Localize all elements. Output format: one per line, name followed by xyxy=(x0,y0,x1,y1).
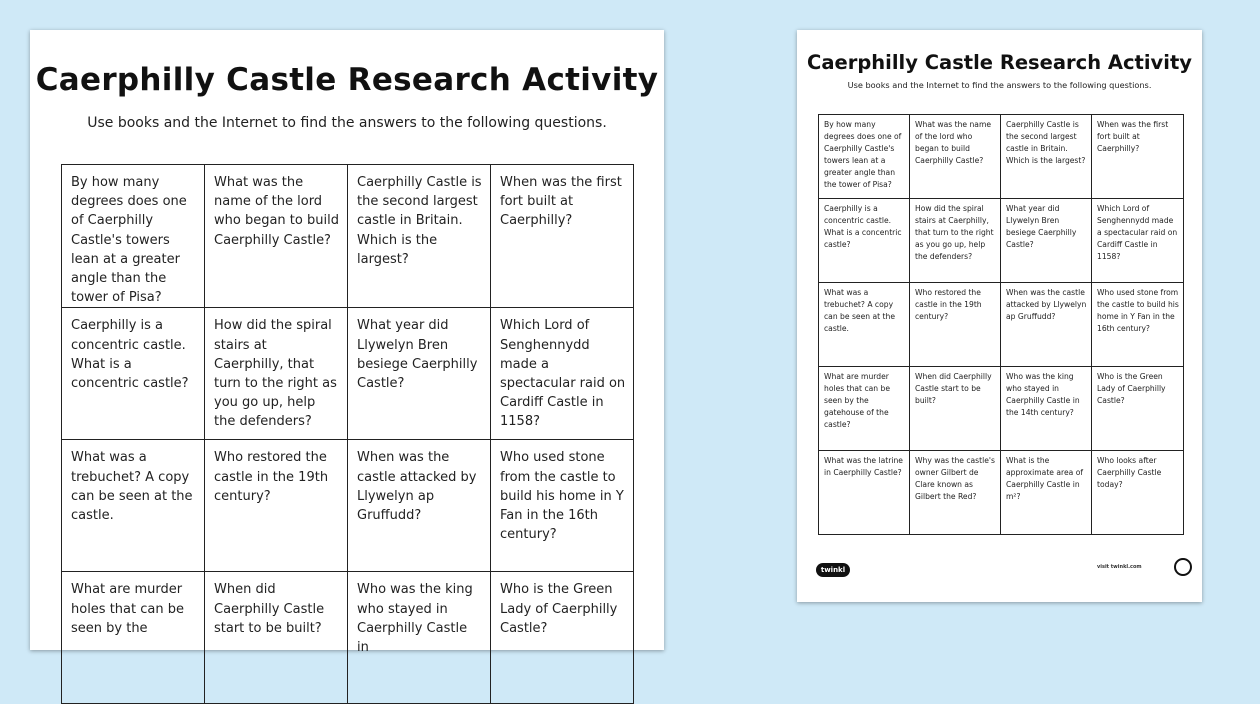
question-cell: How did the spiral stairs at Caerphilly, that turn to the right as you go up, help the defenders? xyxy=(910,199,1001,283)
question-cell: When did Caerphilly Castle start to be built? xyxy=(910,367,1001,451)
table-row xyxy=(62,440,634,572)
question-cell: When was the first fort built at Caerphilly? xyxy=(491,165,634,308)
table-row xyxy=(819,199,1184,283)
question-cell: Caerphilly is a concentric castle. What is a concentric castle? xyxy=(62,308,205,440)
question-cell: What is the approximate area of Caerphilly Castle in m²? xyxy=(1001,451,1092,535)
question-cell: Caerphilly Castle is the second largest castle in Britain. Which is the largest? xyxy=(348,165,491,308)
table-row xyxy=(62,308,634,440)
question-cell: What was the name of the lord who began to build Caerphilly Castle? xyxy=(910,115,1001,199)
question-cell: Who was the king who stayed in Caerphilly Castle in xyxy=(348,572,491,704)
question-cell: When was the first fort built at Caerphilly? xyxy=(1092,115,1184,199)
question-cell: Caerphilly is a concentric castle. What is a concentric castle? xyxy=(819,199,910,283)
worksheet-instructions: Use books and the Internet to find the answers to the following questions. xyxy=(847,80,1152,90)
question-cell: What year did Llywelyn Bren besiege Caerphilly Castle? xyxy=(348,308,491,440)
question-cell: What was a trebuchet? A copy can be seen at the castle. xyxy=(819,283,910,367)
question-cell: Which Lord of Senghennydd made a spectacular raid on Cardiff Castle in 1158? xyxy=(491,308,634,440)
question-cell: When did Caerphilly Castle start to be built? xyxy=(205,572,348,704)
question-cell: What was a trebuchet? A copy can be seen at the castle. xyxy=(62,440,205,572)
table-row xyxy=(62,572,634,704)
question-cell: Who looks after Caerphilly Castle today? xyxy=(1092,451,1184,535)
question-cell: By how many degrees does one of Caerphilly Castle's towers lean at a greater angle than the tower of Pisa? xyxy=(62,165,205,308)
question-cell: Who restored the castle in the 19th century? xyxy=(910,283,1001,367)
question-cell: What year did Llywelyn Bren besiege Caerphilly Castle? xyxy=(1001,199,1092,283)
worksheet-preview-large xyxy=(30,30,664,656)
footer-url: visit twinkl.com xyxy=(1097,564,1142,570)
question-cell: What was the latrine in Caerphilly Castle? xyxy=(819,451,910,535)
twinkl-logo: twinkl xyxy=(816,563,850,577)
question-grid xyxy=(61,164,634,704)
worksheet-title: Caerphilly Castle Research Activity xyxy=(807,51,1192,74)
question-cell: When was the castle attacked by Llywelyn ap Gruffudd? xyxy=(1001,283,1092,367)
question-cell: Who used stone from the castle to build his home in Y Fan in the 16th century? xyxy=(1092,283,1184,367)
table-row xyxy=(819,367,1184,451)
table-row xyxy=(819,115,1184,199)
question-cell: By how many degrees does one of Caerphilly Castle's towers lean at a greater angle than the tower of Pisa? xyxy=(819,115,910,199)
question-cell: Who was the king who stayed in Caerphilly Castle in the 14th century? xyxy=(1001,367,1092,451)
table-row xyxy=(819,451,1184,535)
question-cell: Who restored the castle in the 19th century? xyxy=(205,440,348,572)
question-cell: Who is the Green Lady of Caerphilly Castle? xyxy=(491,572,634,704)
question-cell: Who is the Green Lady of Caerphilly Castle? xyxy=(1092,367,1184,451)
question-grid xyxy=(818,114,1184,535)
question-cell: Which Lord of Senghennydd made a spectacular raid on Cardiff Castle in 1158? xyxy=(1092,199,1184,283)
question-cell: Why was the castle's owner Gilbert de Clare known as Gilbert the Red? xyxy=(910,451,1001,535)
worksheet-title: Caerphilly Castle Research Activity xyxy=(35,62,659,98)
badge-icon xyxy=(1174,558,1192,576)
table-row xyxy=(62,165,634,308)
question-cell: What are murder holes that can be seen by the gatehouse of the castle? xyxy=(819,367,910,451)
question-cell: What are murder holes that can be seen by the xyxy=(62,572,205,704)
question-cell: Caerphilly Castle is the second largest castle in Britain. Which is the largest? xyxy=(1001,115,1092,199)
worksheet-instructions: Use books and the Internet to find the answers to the following questions. xyxy=(87,115,607,131)
worksheet-preview-small xyxy=(797,30,1202,602)
question-cell: Who used stone from the castle to build his home in Y Fan in the 16th century? xyxy=(491,440,634,572)
question-cell: How did the spiral stairs at Caerphilly, that turn to the right as you go up, help the defenders? xyxy=(205,308,348,440)
table-row xyxy=(819,283,1184,367)
question-cell: What was the name of the lord who began to build Caerphilly Castle? xyxy=(205,165,348,308)
question-cell: When was the castle attacked by Llywelyn ap Gruffudd? xyxy=(348,440,491,572)
